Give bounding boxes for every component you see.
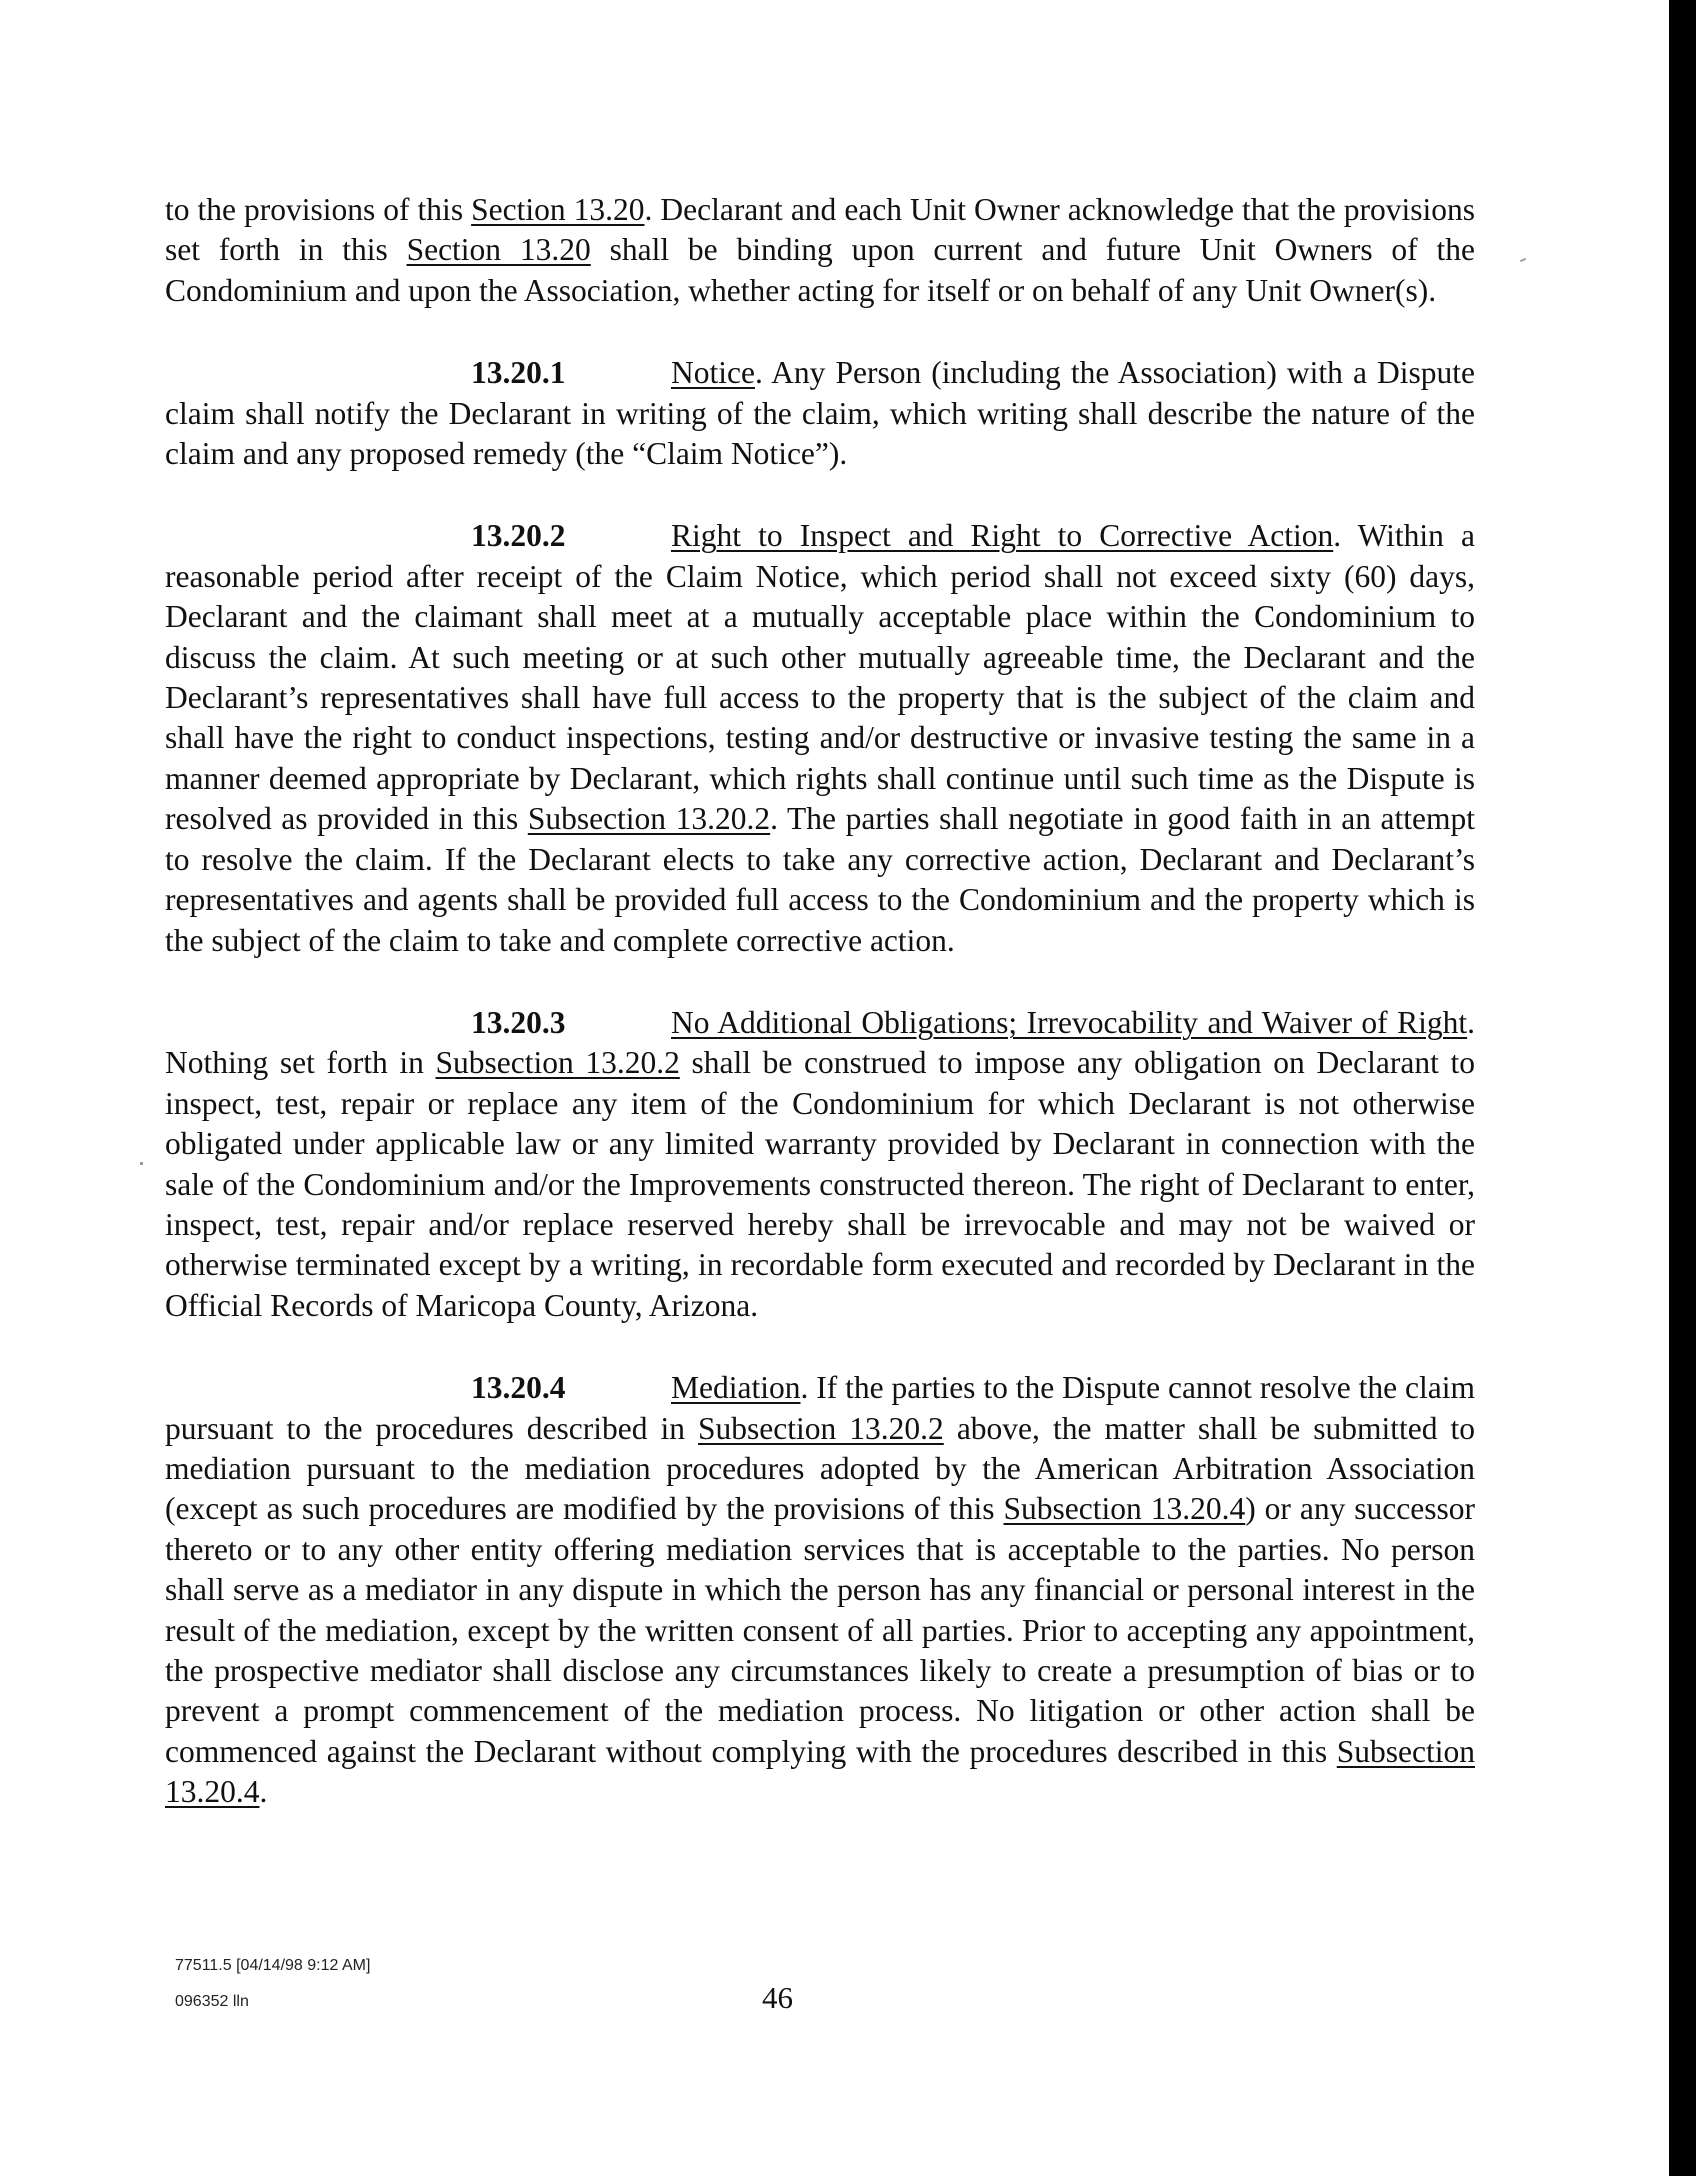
subsection-reference: Subsection 13.20.4 (165, 1733, 1475, 1810)
subsection-reference: Subsection 13.20.2 (698, 1410, 944, 1446)
section-reference: Section 13.20 (471, 192, 645, 227)
subsection-heading: Right to Inspect and Right to Corrective Action (671, 518, 1334, 554)
subsection-text: . Within a reasonable period after receipt of the Claim Notice, which period shall not exceed sixty (60) days, Declarant and the claimant shall meet at a mutually acceptable place within the Condominium to discuss the claim. At such meeting or at such other mutually agreeable time, the Declarant and the Declarant’s representatives shall have full access to the property that is the subject of the claim and shall have the right to conduct inspections, testing and/or destructive or invasive testing the same in a manner deemed appropriate by Declarant, which rights shall continue until such time as the Dispute is resolved as provided in this (165, 518, 1476, 837)
subsection-text: shall be construed to impose any obligation on Declarant to inspect, test, repair or replace any item of the Condominium for which Declarant is not otherwise obligated under applicable law or any limited warranty provided by Declarant in connection with the sale of the Condominium and/or the Improvements constructed thereon. The right of Declarant to enter, inspect, test, repair and/or replace reserved hereby shall be irrevocable and may not be waived or otherwise terminated except by a writing, in recordable form executed and recorded by Declarant in the Official Records of Maricopa County, Arizona. (165, 1045, 1475, 1323)
footer-file-code: 096352 lln (175, 1993, 249, 2010)
subsection-reference: Subsection 13.20.2 (435, 1045, 680, 1081)
subsection-number: 13.20.1 (471, 355, 566, 391)
subsection-13-20-1 (165, 353, 1475, 474)
intro-text: . Declarant and each Unit Owner acknowledge that the provisions set forth in this (165, 192, 1475, 268)
subsection-reference: Subsection 13.20.4 (1003, 1491, 1246, 1527)
intro-paragraph (165, 190, 1475, 311)
subsection-heading: Mediation (671, 1370, 801, 1406)
subsection-text: . Nothing set forth in (165, 1004, 1475, 1081)
scan-edge-shadow (1669, 0, 1696, 2176)
subsection-number: 13.20.3 (471, 1004, 566, 1040)
subsection-text: ) or any successor thereto or to any other entity offering mediation services that is acceptable to the parties. No person shall serve as a mediator in any dispute in which the person has any financial or personal interest in the result of the mediation, except by the written consent of all parties. Prior to accepting any appointment, the prospective mediator shall disclose any circumstances likely to create a presumption of bias or to prevent a prompt commencement of the mediation process. No litigation or other action shall be commenced against the Declarant without complying with the procedures described in this (165, 1491, 1475, 1769)
subsection-text: . If the parties to the Dispute cannot resolve the claim pursuant to the procedures described in (165, 1370, 1475, 1446)
subsection-text: above, the matter shall be submitted to mediation pursuant to the mediation procedures adopted by the American Arbitration Association (except as such procedures are modified by the provisions of this (165, 1410, 1475, 1527)
subsection-text: . (259, 1774, 268, 1810)
section-reference: Section 13.20 (406, 232, 591, 268)
intro-text: shall be binding upon current and future Unit Owners of the Condominium and upon the Association, whether acting for itself or on behalf of any Unit Owner(s). (165, 232, 1475, 308)
subsection-number: 13.20.4 (471, 1370, 566, 1406)
scan-speck (140, 1162, 143, 1165)
subsection-13-20-3 (165, 1003, 1475, 1326)
subsection-reference: Subsection 13.20.2 (527, 801, 771, 837)
footer-doc-code: 77511.5 [04/14/98 9:12 AM] (175, 1957, 371, 1974)
subsection-heading: Notice (671, 355, 755, 391)
subsection-13-20-4 (165, 1368, 1475, 1812)
subsection-heading: No Additional Obligations; Irrevocability and Waiver of Right (671, 1004, 1468, 1040)
subsection-text: . The parties shall negotiate in good faith in an attempt to resolve the claim. If the Declarant elects to take any corrective action, Declarant and Declarant’s representatives and agents shall be provided full access to the Condominium and the property which is the subject of the claim to take and complete corrective action. (165, 801, 1475, 958)
scan-speck (1520, 258, 1526, 262)
subsection-13-20-2 (165, 516, 1475, 960)
document-page (165, 190, 1475, 1813)
subsection-number: 13.20.2 (471, 518, 566, 554)
page-number: 46 (762, 1980, 793, 2015)
subsection-text: . Any Person (including the Association) with a Dispute claim shall notify the Declarant in writing of the claim, which writing shall describe the nature of the claim and any proposed remedy (the “Claim Notice”). (165, 355, 1475, 472)
intro-text: to the provisions of this (165, 192, 472, 227)
